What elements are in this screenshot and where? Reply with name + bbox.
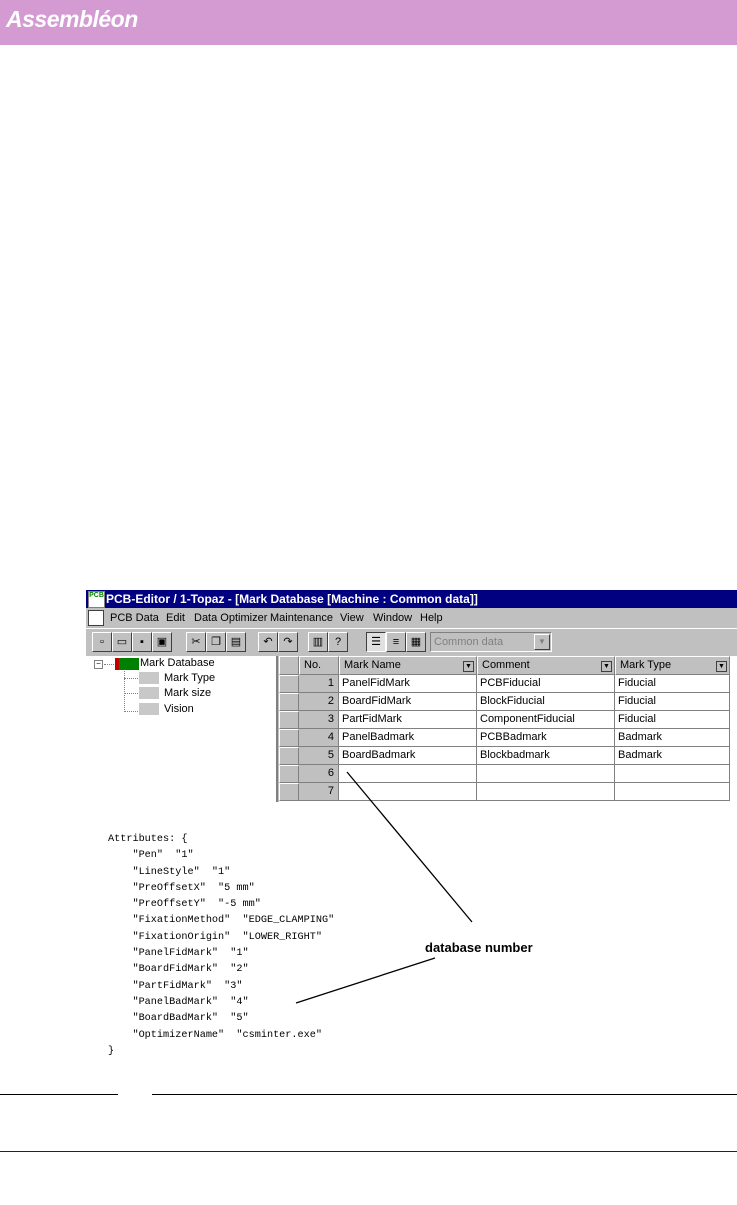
dataset-combo[interactable] xyxy=(430,632,552,652)
code-line: "FixationOrigin" "LOWER_RIGHT" xyxy=(108,931,322,943)
code-line: "BoardBadMark" "5" xyxy=(108,1013,249,1025)
row-header[interactable] xyxy=(279,765,299,783)
column-header-comment[interactable] xyxy=(477,656,615,675)
tree-item-vision[interactable]: Vision xyxy=(164,703,194,715)
code-line: } xyxy=(108,1045,115,1057)
cell-mark-name[interactable]: PanelBadmark xyxy=(339,729,477,747)
code-line: "BoardFidMark" "2" xyxy=(108,964,249,976)
footer-rule-left xyxy=(0,1094,118,1095)
toolbar xyxy=(86,628,737,655)
app-window-screenshot xyxy=(86,590,737,802)
column-header-mark-type[interactable] xyxy=(615,656,730,675)
paste-icon[interactable]: ▤ xyxy=(226,632,246,652)
row-header[interactable] xyxy=(279,693,299,711)
menu-bar xyxy=(86,608,737,628)
dataset-combo-value: Common data xyxy=(434,636,504,648)
column-header-label: Mark Type xyxy=(620,659,672,671)
row-header[interactable] xyxy=(279,747,299,765)
menu-data-optimizer[interactable]: Data Optimizer xyxy=(194,612,268,624)
cell-comment[interactable]: Blockbadmark xyxy=(477,747,615,765)
column-header-mark-name[interactable] xyxy=(339,656,477,675)
dropdown-icon[interactable]: ▼ xyxy=(601,661,612,672)
cell-mark-type[interactable]: Badmark xyxy=(615,747,730,765)
mark-database-grid xyxy=(279,656,737,802)
code-line: "LineStyle" "1" xyxy=(108,866,231,878)
cell-no: 4 xyxy=(299,729,339,747)
tree-item-mark-type[interactable]: Mark Type xyxy=(164,672,216,684)
menu-pcb-data[interactable]: PCB Data xyxy=(110,612,159,624)
brand-logo: Assembléon xyxy=(6,6,138,32)
code-line: "PanelBadMark" "4" xyxy=(108,996,249,1008)
cell-mark-name[interactable]: PartFidMark xyxy=(339,711,477,729)
menu-maintenance[interactable]: Maintenance xyxy=(270,612,333,624)
menu-help[interactable]: Help xyxy=(420,612,443,624)
menu-view[interactable]: View xyxy=(340,612,364,624)
document-icon[interactable] xyxy=(88,610,104,626)
cell-comment[interactable]: ComponentFiducial xyxy=(477,711,615,729)
column-header-label: Mark Name xyxy=(344,659,401,671)
view-tree-icon[interactable]: ☰ xyxy=(366,632,386,652)
folder-icon xyxy=(139,687,159,699)
save-icon[interactable]: ▪ xyxy=(132,632,152,652)
app-icon: PCB xyxy=(88,591,105,608)
view-detail-icon[interactable]: ▦ xyxy=(406,632,426,652)
folder-icon xyxy=(139,703,159,715)
cell-mark-type[interactable]: Badmark xyxy=(615,729,730,747)
cell-no: 2 xyxy=(299,693,339,711)
code-line: "OptimizerName" "csminter.exe" xyxy=(108,1029,322,1041)
folder-icon xyxy=(139,672,159,684)
tree-connector xyxy=(104,664,114,665)
cell-comment[interactable]: PCBBadmark xyxy=(477,729,615,747)
chevron-down-icon[interactable]: ▼ xyxy=(534,634,550,650)
cell-mark-type[interactable]: Fiducial xyxy=(615,675,730,693)
cell-mark-name[interactable]: BoardBadmark xyxy=(339,747,477,765)
redo-icon[interactable]: ↷ xyxy=(278,632,298,652)
save-all-icon[interactable]: ▣ xyxy=(152,632,172,652)
cell-no: 5 xyxy=(299,747,339,765)
code-line: "Pen" "1" xyxy=(108,850,194,862)
tree-root-label[interactable]: Mark Database xyxy=(140,657,215,669)
dropdown-icon[interactable]: ▼ xyxy=(463,661,474,672)
database-number-annotation: database number xyxy=(425,940,533,955)
tree-item-mark-size[interactable]: Mark size xyxy=(164,687,212,699)
grid-corner xyxy=(279,656,299,675)
new-icon[interactable]: ▫ xyxy=(92,632,112,652)
cell-mark-type[interactable] xyxy=(615,783,730,801)
menu-edit[interactable]: Edit xyxy=(166,612,185,624)
cell-no: 3 xyxy=(299,711,339,729)
tree-panel xyxy=(86,656,278,802)
cell-no: 6 xyxy=(299,765,339,783)
cell-mark-type[interactable] xyxy=(615,765,730,783)
code-line: "PartFidMark" "3" xyxy=(108,980,243,992)
column-header-no[interactable]: No. xyxy=(299,656,339,675)
cell-comment[interactable]: BlockFiducial xyxy=(477,693,615,711)
tree-connector xyxy=(124,711,138,712)
menu-window[interactable]: Window xyxy=(373,612,413,624)
title-bar xyxy=(86,590,737,608)
help-icon[interactable]: ? xyxy=(328,632,348,652)
copy-icon[interactable]: ❐ xyxy=(206,632,226,652)
header-band xyxy=(0,0,737,45)
row-header[interactable] xyxy=(279,729,299,747)
cell-comment[interactable] xyxy=(477,783,615,801)
print-icon[interactable]: ▥ xyxy=(308,632,328,652)
code-line: "PanelFidMark" "1" xyxy=(108,948,249,960)
cell-comment[interactable]: PCBFiducial xyxy=(477,675,615,693)
cell-mark-name[interactable]: PanelFidMark xyxy=(339,675,477,693)
window-title: PCB-Editor / 1-Topaz - [Mark Database [Machine : Common data]] xyxy=(106,592,478,606)
collapse-icon[interactable]: − xyxy=(94,660,103,669)
footer-rule-bottom xyxy=(0,1151,737,1152)
code-line: "FixationMethod" "EDGE_CLAMPING" xyxy=(108,915,335,927)
cell-no: 1 xyxy=(299,675,339,693)
cell-no: 7 xyxy=(299,783,339,801)
row-header[interactable] xyxy=(279,783,299,801)
dropdown-icon[interactable]: ▼ xyxy=(716,661,727,672)
undo-icon[interactable]: ↶ xyxy=(258,632,278,652)
cell-mark-type[interactable]: Fiducial xyxy=(615,711,730,729)
cell-mark-name[interactable]: BoardFidMark xyxy=(339,693,477,711)
code-line: "PreOffsetY" "-5 mm" xyxy=(108,899,261,911)
row-header[interactable] xyxy=(279,675,299,693)
attributes-code-block xyxy=(108,832,334,1060)
open-icon[interactable]: ▭ xyxy=(112,632,132,652)
cell-comment[interactable] xyxy=(477,765,615,783)
code-line: "PreOffsetX" "5 mm" xyxy=(108,882,255,894)
cell-mark-name[interactable] xyxy=(339,765,477,783)
tree-connector xyxy=(124,693,138,694)
cell-mark-type[interactable]: Fiducial xyxy=(615,693,730,711)
column-header-label: Comment xyxy=(482,659,530,671)
code-line: Attributes: { xyxy=(108,834,188,845)
database-icon xyxy=(115,658,139,670)
tree-connector xyxy=(124,678,138,679)
footer-rule-right xyxy=(152,1094,737,1095)
row-header[interactable] xyxy=(279,711,299,729)
view-list-icon[interactable]: ≡ xyxy=(386,632,406,652)
cut-icon[interactable]: ✂ xyxy=(186,632,206,652)
cell-mark-name[interactable] xyxy=(339,783,477,801)
